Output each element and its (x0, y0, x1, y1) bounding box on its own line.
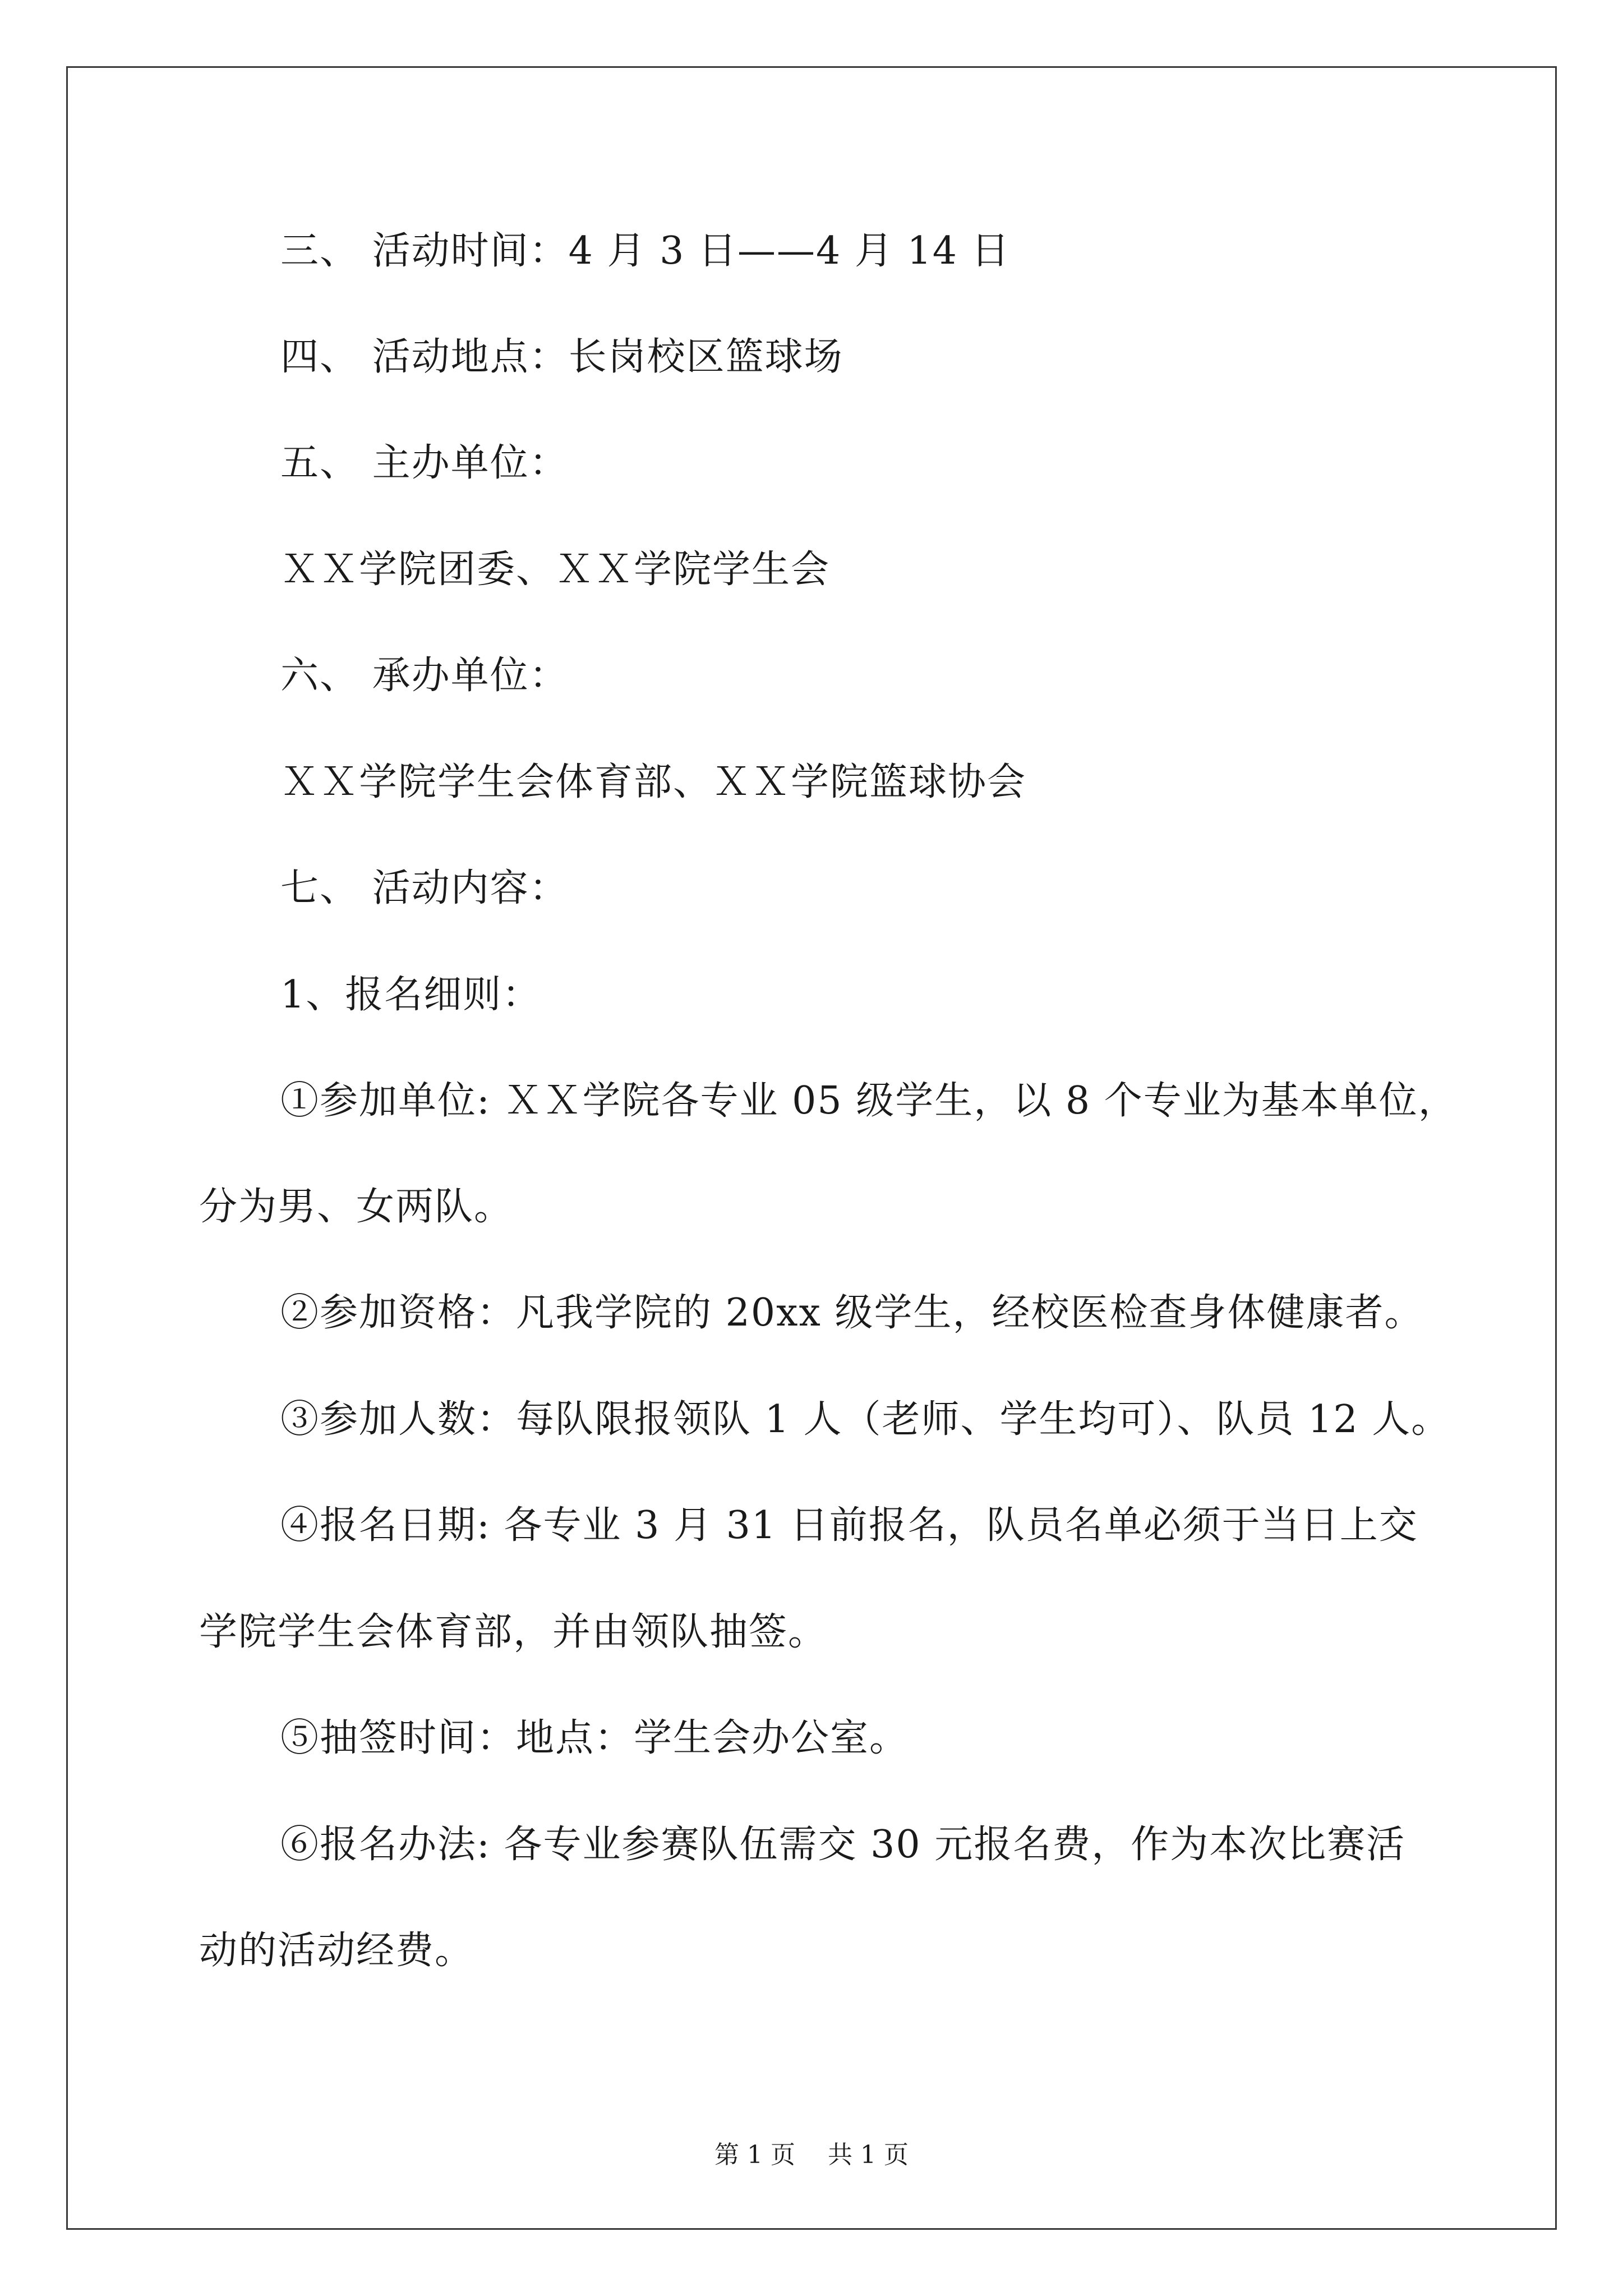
section-4-activity-location: 四、 活动地点：长岗校区篮球场 (280, 335, 843, 379)
subsection-1-registration-rules: 1、报名细则： (280, 973, 542, 1017)
rule-4-registration-date-line-1: ④报名日期: 各专业 3 月 31 日前报名，队员名单必须于当日上交 (280, 1503, 1418, 1548)
page-number-footer: 第 1 页 共 1 页 (714, 2141, 909, 2169)
undertaker-names: ＸＸ学院学生会体育部、ＸＸ学院篮球协会 (280, 760, 1027, 804)
rule-1-participants-line-2: 分为男、女两队。 (199, 1185, 514, 1229)
organizer-names: ＸＸ学院团委、ＸＸ学院学生会 (280, 547, 831, 592)
rule-5-draw-time: ⑤抽签时间：地点：学生会办公室。 (280, 1716, 909, 1760)
rule-1-participants-line-1: ①参加单位: ＸＸ学院各专业 05 级学生，以 8 个专业为基本单位， (280, 1079, 1458, 1123)
section-7-activity-content-heading: 七、 活动内容： (280, 866, 569, 910)
rule-3-team-size: ③参加人数：每队限报领队 1 人（老师、学生均可）、队员 12 人。 (280, 1397, 1451, 1442)
page-border (66, 66, 1557, 2230)
rule-2-eligibility: ②参加资格：凡我学院的 20xx 级学生，经校医检查身体健康者。 (280, 1291, 1424, 1335)
section-3-activity-time: 三、 活动时间：4 月 3 日——4 月 14 日 (280, 229, 1011, 273)
rule-6-registration-method-line-1: ⑥报名办法: 各专业参赛队伍需交 30 元报名费，作为本次比赛活 (280, 1823, 1406, 1867)
rule-4-registration-date-line-2: 学院学生会体育部，并由领队抽签。 (199, 1610, 828, 1654)
section-6-undertaker-heading: 六、 承办单位： (280, 654, 569, 698)
section-5-organizer-heading: 五、 主办单位： (280, 441, 569, 485)
rule-6-registration-method-line-2: 动的活动经费。 (199, 1929, 474, 1973)
